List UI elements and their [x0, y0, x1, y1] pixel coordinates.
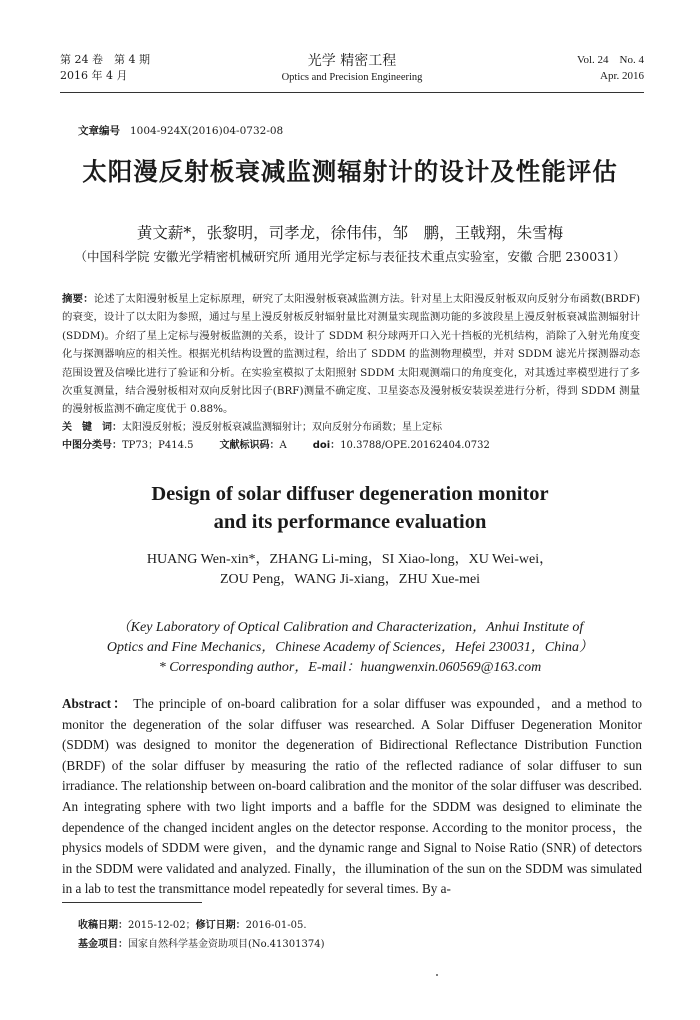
header-journal [60, 52, 644, 85]
footnote-dates [78, 918, 307, 934]
keywords-label: 关 键 词： [62, 422, 122, 433]
authors-english [60, 550, 640, 590]
scan-dot [436, 974, 438, 976]
publication-date-en: Apr. 2016 [600, 70, 644, 82]
fund-value: 国家自然科学基金资助项目(No.41301374) [128, 939, 325, 950]
doc-code-label: 文献标识码： [219, 440, 280, 451]
footnote-funding [78, 937, 324, 953]
abstract-english [62, 694, 642, 900]
clc-label: 中图分类号： [62, 440, 122, 451]
affiliation-en-line1: （Key Laboratory of Optical Calibration and Characterization，Anhui Institute of [116, 620, 584, 635]
clc-value: TP73；P414.5 [122, 440, 194, 451]
received-label: 收稿日期： [78, 920, 128, 931]
authors-chinese: 黄文薪*，张黎明，司孝龙，徐伟伟，邹 鹏，王戟翔，朱雪梅 [136, 224, 564, 242]
doi-label: doi： [312, 440, 341, 451]
authors-en-line2: ZOU Peng，WANG Ji-xiang，ZHU Xue-mei [219, 572, 481, 587]
abstract-en-text: The principle of on-board calibration for a solar diffuser was expounded，and a method to monitor the degeneration of the solar diffuser was researched. A Solar Diffuser Degeneration Monitor (SDDM) was designed to monitor the degeneration of Bidirectional Reflectance Distribution Function (BRDF) of the solar diffuser by measuring the ratio of the reflected radiance of solar diffuser to sun irradiance. The relationship between on-board calibration and the monitor of the solar diffuser was described. An integrating sphere with two light imports and a baffle for the SDDM was designed to eliminate the dependence of the changed incident angles on the detector response. According to the monitor process，the physics models of SDDM were given，and the dynamic range and Signal to Noise Ratio (SNR) of detectors in the SDDM were validated and analyzed. Finally，the illumination of the sun on the SDDM was simulated in a lab to test the transmittance model repeatedly for several times. By a- [62, 696, 643, 897]
affiliation-chinese: （中国科学院 安徽光学精密机械研究所 通用光学定标与表征技术重点实验室，安徽 合肥 230031） [74, 249, 626, 264]
classification-line [62, 438, 660, 454]
doc-code-value: A [279, 440, 287, 451]
title-chinese: 太阳漫反射板衰减监测辐射计的设计及性能评估 [82, 157, 618, 186]
keywords-chinese [62, 420, 660, 436]
doi-value: 10.3788/OPE.20162404.0732 [340, 440, 490, 451]
fund-label: 基金项目： [78, 939, 128, 950]
abstract-cn-text: 论述了太阳漫射板星上定标原理，研究了太阳漫射板衰减监测方法。针对星上太阳漫反射板双向反射分布函数(BRDF)的衰变，设计了以太阳为参照，通过与星上漫反射板反射辐射量比对测量实现监测功能的多波段星上漫反射板衰减监测辐射计(SDDM)。介绍了星上定标与漫射板监测的关系，设计了 SDDM 积分球两开口入光十挡板的光机结构，消除了入射光角度变化与探测器响应的相关性。根据光机结构设置的监测过程，给出了 SDDM 的监测物理模型，并对 SDDM 滤光片探测器动态范围设置及信噪比进行了验证和分析。在实验室模拟了太阳照射 SDDM 太阳观测端口的角度变化，对其透过率模型进行了多次重复测量，结合漫射板相对双向反射比因子(BRF)测量不确定度、卫星姿态及漫射板安装误差进行分析，得到 SDDM 测量的漫射板监测不确定度优于 0.88%。 [62, 293, 640, 416]
title-en-line2: and its performance evaluation [213, 511, 487, 533]
publication-date-cn: 2016 年 4 月 [60, 69, 128, 82]
journal-name-cn: 光学 精密工程 [307, 53, 397, 69]
header-divider [60, 92, 644, 93]
volume-issue-cn: 第 24 卷 第 4 期 [60, 53, 150, 66]
abstract-chinese [62, 290, 640, 419]
affiliation-english [60, 618, 640, 678]
revised-value: 2016-01-05. [245, 920, 307, 931]
volume-issue-en: Vol. 24 No. 4 [576, 54, 644, 66]
title-en-line1: Design of solar diffuser degeneration monitor [151, 483, 549, 505]
revised-label: 修订日期： [195, 920, 246, 931]
abstract-cn-label: 摘要： [62, 293, 94, 305]
header-right [577, 52, 644, 84]
title-english [60, 480, 640, 536]
affiliation-en-line2: Optics and Fine Mechanics，Chinese Academy of Sciences，Hefei 230031，China） [106, 640, 594, 655]
running-header [60, 52, 644, 88]
keywords-text: 太阳漫反射板；漫反射板衰减监测辐射计；双向反射分布函数；星上定标 [122, 422, 442, 433]
article-number [78, 123, 283, 138]
abstract-en-label: Abstract： [62, 696, 129, 711]
received-value: 2015-12-02； [128, 920, 196, 931]
article-number-value: 1004-924X(2016)04-0732-08 [130, 125, 284, 137]
footnote-divider [62, 902, 202, 903]
journal-name-en: Optics and Precision Engineering [281, 72, 423, 83]
article-number-label: 文章编号 [78, 125, 120, 137]
corresponding-author: * Corresponding author，E-mail：huangwenxin.060569@163.com [158, 660, 542, 675]
authors-en-line1: HUANG Wen-xin*，ZHANG Li-ming，SI Xiao-long，XU Wei-wei， [146, 552, 554, 567]
